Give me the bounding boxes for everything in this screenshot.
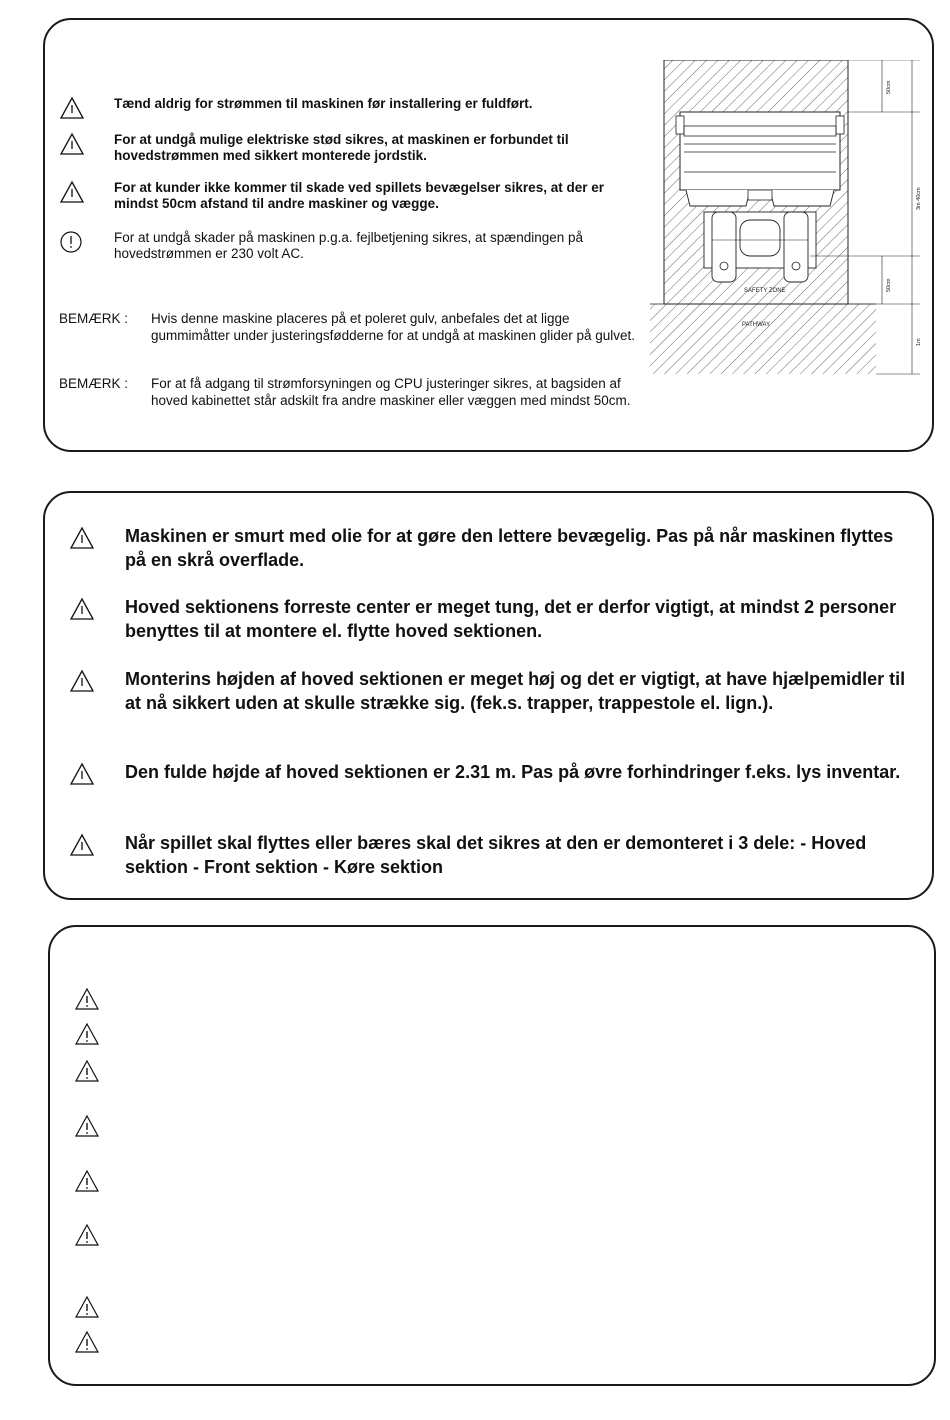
warning-text: Den fulde højde af hoved sektionen er 2.31 m. Pas på øvre forhindringer f.eks. lys inventar. bbox=[125, 762, 901, 782]
safety-zone-label: SAFETY ZONE bbox=[744, 288, 786, 294]
safety-panel-empty bbox=[48, 925, 936, 1386]
warning-exclamation-icon bbox=[74, 1114, 100, 1138]
warning-triangle-icon bbox=[69, 669, 95, 693]
warning-exclamation-icon bbox=[74, 1223, 100, 1247]
warning-exclamation-icon bbox=[74, 1022, 100, 1046]
warning-triangle-icon bbox=[59, 96, 85, 120]
warning-triangle-icon bbox=[59, 180, 85, 204]
warning-triangle-icon bbox=[69, 597, 95, 621]
safety-zone-diagram bbox=[650, 60, 930, 380]
pathway-area bbox=[650, 304, 876, 374]
dim-pathway-label: 1m bbox=[916, 338, 922, 346]
note-label: BEMÆRK : bbox=[59, 311, 129, 326]
warning-text: Monterins højden af hoved sektionen er meget høj og det er vigtigt, at have hjælpemidler til at nå sikkert uden at skulle strække sig. (fek.s. trapper, trappestole el. lign.). bbox=[125, 669, 906, 713]
dim-total-label: 3m 40cm bbox=[916, 187, 922, 210]
warning-text: Maskinen er smurt med olie for at gøre den lettere bevægelig. Pas på når maskinen flyttes på en skrå overflade. bbox=[125, 526, 894, 570]
dim-bottom-label: 50cm bbox=[886, 278, 892, 292]
warning-text: Tænd aldrig for strømmen til maskinen før installering er fuldført. bbox=[114, 96, 533, 111]
warning-exclamation-icon bbox=[74, 1169, 100, 1193]
warning-exclamation-icon bbox=[74, 987, 100, 1011]
warning-text: Hoved sektionens forreste center er meget tung, det er derfor vigtigt, at mindst 2 personer benyttes til at montere el. flytte hoved sektionen. bbox=[125, 597, 897, 641]
warning-exclamation-icon bbox=[74, 1330, 100, 1354]
safety-panel-installation bbox=[43, 18, 934, 452]
warning-text: For at kunder ikke kommer til skade ved spillets bevægelser sikres, at der er mindst 50cm afstand til andre maskiner og vægge. bbox=[114, 180, 604, 211]
dim-top-label: 50cm bbox=[886, 80, 892, 94]
caution-text: For at undgå skader på maskinen p.g.a. fejlbetjening sikres, at spændingen på hovedstrømmen er 230 volt AC. bbox=[114, 230, 584, 261]
warning-triangle-icon bbox=[69, 526, 95, 550]
note-item bbox=[59, 376, 649, 426]
warning-triangle-icon bbox=[69, 833, 95, 857]
warning-exclamation-icon bbox=[74, 1059, 100, 1083]
note-label: BEMÆRK : bbox=[59, 376, 129, 391]
note-text: For at få adgang til strømforsyningen og CPU justeringer sikres, at bagsiden af hoved kabinettet står adskilt fra andre maskiner eller væggen med mindst 50cm. bbox=[151, 376, 631, 408]
note-text: Hvis denne maskine placeres på et poleret gulv, anbefales det at ligge gummimåtter under justeringsfødderne for at undgå at maskinen glider på gulvet. bbox=[151, 311, 636, 343]
warning-triangle-icon bbox=[69, 762, 95, 786]
warning-exclamation-icon bbox=[74, 1295, 100, 1319]
note-item bbox=[59, 311, 649, 361]
safety-panel-handling bbox=[43, 491, 934, 900]
warning-text: Når spillet skal flyttes eller bæres skal det sikres at den er demonteret i 3 dele: - Hoved sektion - Front sektion - Køre sektion bbox=[125, 833, 867, 877]
pathway-label: PATHWAY bbox=[742, 322, 771, 328]
warning-triangle-icon bbox=[59, 132, 85, 156]
warning-text: For at undgå mulige elektriske stød sikres, at maskinen er forbundet til hovedstrømmen med sikkert monterede jordstik. bbox=[114, 132, 569, 163]
caution-circle-icon bbox=[59, 230, 85, 254]
